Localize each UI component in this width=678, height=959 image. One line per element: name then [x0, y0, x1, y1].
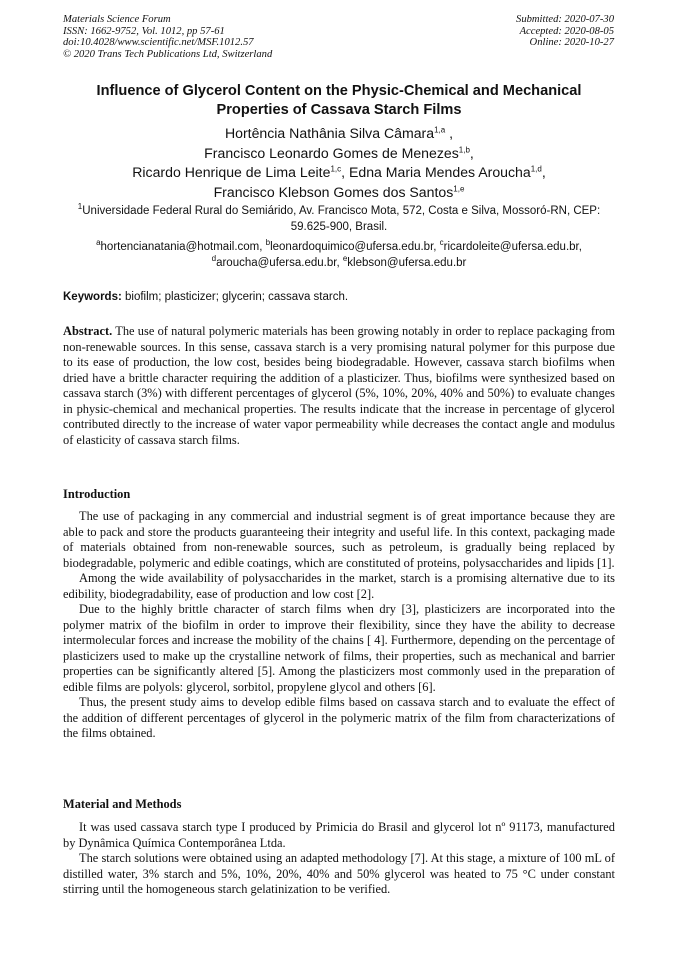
paragraph: It was used cassava starch type I produced by Primicia do Brasil and glycerol lot nº 91173, manufactured by Dynâmica Química Contemporânea Ltda. — [63, 820, 615, 850]
paragraph: The use of packaging in any commercial and industrial segment is of great importance because they are able to pack and store the products guaranteeing their integrity and useful life. In this context, packaging made of materials obtained from non-renewable sources, such as petroleum, is gradually being replaced by biodegradable, polymeric and edible coatings, which are constituted of proteins, polysaccharides and lipids [1]. — [63, 509, 615, 570]
author-line-3 — [63, 163, 615, 183]
keywords-text: biofilm; plasticizer; glycerin; cassava starch. — [121, 291, 349, 303]
author-separator: , — [445, 125, 454, 141]
paragraph: Thus, the present study aims to develop edible films based on cassava starch and to evaluate the effect of the addition of different percentages of glycerol in the polymeric matrix of the film from characterizations of the films obtained. — [63, 695, 615, 740]
abstract — [63, 324, 615, 448]
author-name: Hortência Nathânia Silva Câmara — [224, 125, 435, 141]
email-link[interactable]: ricardoleite@ufersa.edu.br, — [443, 241, 582, 253]
author-name: Francisco Leonardo Gomes de Menezes — [204, 144, 459, 161]
email-link[interactable]: klebson@ufersa.edu.br — [347, 256, 467, 269]
email-mark: c — [439, 238, 444, 248]
paper-title: Influence of Glycerol Content on the Physic-Chemical and Mechanical Properties of Cassava Starch Films — [96, 83, 582, 118]
author-name: Edna Maria Mendes Aroucha — [348, 164, 531, 181]
author-list — [63, 124, 615, 202]
author-affil-mark: 1,d — [530, 164, 542, 174]
author-separator: , — [341, 164, 349, 181]
abstract-label: Abstract. — [63, 324, 113, 338]
paragraph: The starch solutions were obtained using an adapted methodology [7]. At this stage, a mixture of 100 mL of distilled water, 3% starch and 5%, 10%, 20%, 40% and 50% glycerol was heated to 75 °C under constant stirring until the homogeneous starch gelatinization to be verified. — [63, 851, 615, 896]
journal-issn: ISSN: 1662-9752, Vol. 1012, pp 57-61 — [63, 25, 225, 37]
email-line-1 — [63, 240, 615, 256]
journal-info — [63, 14, 272, 60]
email-link[interactable]: leonardoquimico@ufersa.edu.br, — [270, 241, 440, 253]
journal-copyright: © 2020 Trans Tech Publications Ltd, Switzerland — [63, 48, 273, 60]
author-line-2 — [63, 144, 615, 164]
email-mark: d — [211, 253, 217, 263]
email-line-2 — [63, 253, 615, 272]
email-link[interactable]: hortencianatania@hotmail.com, — [100, 241, 266, 253]
accepted-date: Accepted: 2020-08-05 — [519, 25, 614, 37]
submission-dates — [516, 14, 614, 49]
keywords-label: Keywords: — [63, 291, 122, 303]
author-separator: , — [541, 164, 546, 181]
introduction-body — [63, 509, 615, 742]
author-affil-mark: 1,b — [458, 144, 470, 154]
email-mark: b — [265, 238, 271, 248]
author-affil-mark: 1,e — [453, 184, 465, 194]
journal-doi: doi:10.4028/www.scientific.net/MSF.1012.57 — [63, 37, 254, 49]
email-link[interactable]: aroucha@ufersa.edu.br, — [216, 256, 343, 269]
keywords — [63, 290, 615, 305]
introduction-heading: Introduction — [63, 487, 131, 501]
online-date: Online: 2020-10-27 — [529, 37, 614, 49]
submitted-date: Submitted: 2020-07-30 — [516, 14, 614, 25]
affiliation-mark: 1 — [77, 202, 83, 212]
author-line-4 — [63, 183, 615, 203]
author-affil-mark: 1,c — [330, 164, 342, 174]
email-mark: a — [96, 238, 101, 248]
affiliation — [63, 204, 615, 235]
author-emails — [63, 240, 615, 271]
email-mark: e — [342, 253, 348, 263]
paragraph: Among the wide availability of polysaccharides in the market, starch is a promising alternative due to its edibility, biodegradability, ease of production and low cost [2]. — [63, 571, 615, 601]
methods-body — [63, 820, 615, 898]
author-affil-mark: 1,a — [434, 125, 446, 135]
abstract-text: The use of natural polymeric materials has been growing notably in order to replace packaging from non-renewable sources. In this sense, cassava starch is a very promising natural polymer for this purpose due to its ease of production, the low cost, besides being biodegradable. However, cassava starch biofilms when dried have a brittle character requiring the addition of a plasticizer. Thus, biofilms were synthesized based on cassava starch (3%) with different percentages of glycerol (5%, 10%, 20%, 40% and 50%) to evaluate changes in physic-chemical and mechanical properties. The results indicate that the increase in percentage of glycerol contributed directly to the increase of water vapor permeability while decreases the contact angle and modulus of elasticity of cassava starch films. — [63, 324, 615, 447]
affiliation-text: Universidade Federal Rural do Semiárido, Av. Francisco Mota, 572, Costa e Silva, Mossoró-RN, CEP: 59.625-900, Brasil. — [82, 205, 601, 233]
author-name: Francisco Klebson Gomes dos Santos — [213, 183, 454, 200]
author-separator: , — [469, 144, 474, 161]
methods-heading: Material and Methods — [63, 797, 182, 811]
author-name: Ricardo Henrique de Lima Leite — [132, 164, 331, 181]
paragraph: Due to the highly brittle character of starch films when dry [3], plasticizers are incorporated into the polymer matrix of the biofilm in order to improve their flexibility, since they have the ability to decrease intermolecular forces and increase the mobility of the chains [ 4]. Furthermore, depending on the percentage of plasticizers used to make up the crystalline network of films, their properties, such as mechanical and barrier properties can be significantly altered [5]. Among the plasticizers most commonly used in the preparation of edible films are polyols: glycerol, sorbitol, propylene glycol and others [6]. — [63, 602, 615, 694]
journal-name: Materials Science Forum — [63, 14, 171, 25]
author-line-1 — [63, 124, 615, 144]
